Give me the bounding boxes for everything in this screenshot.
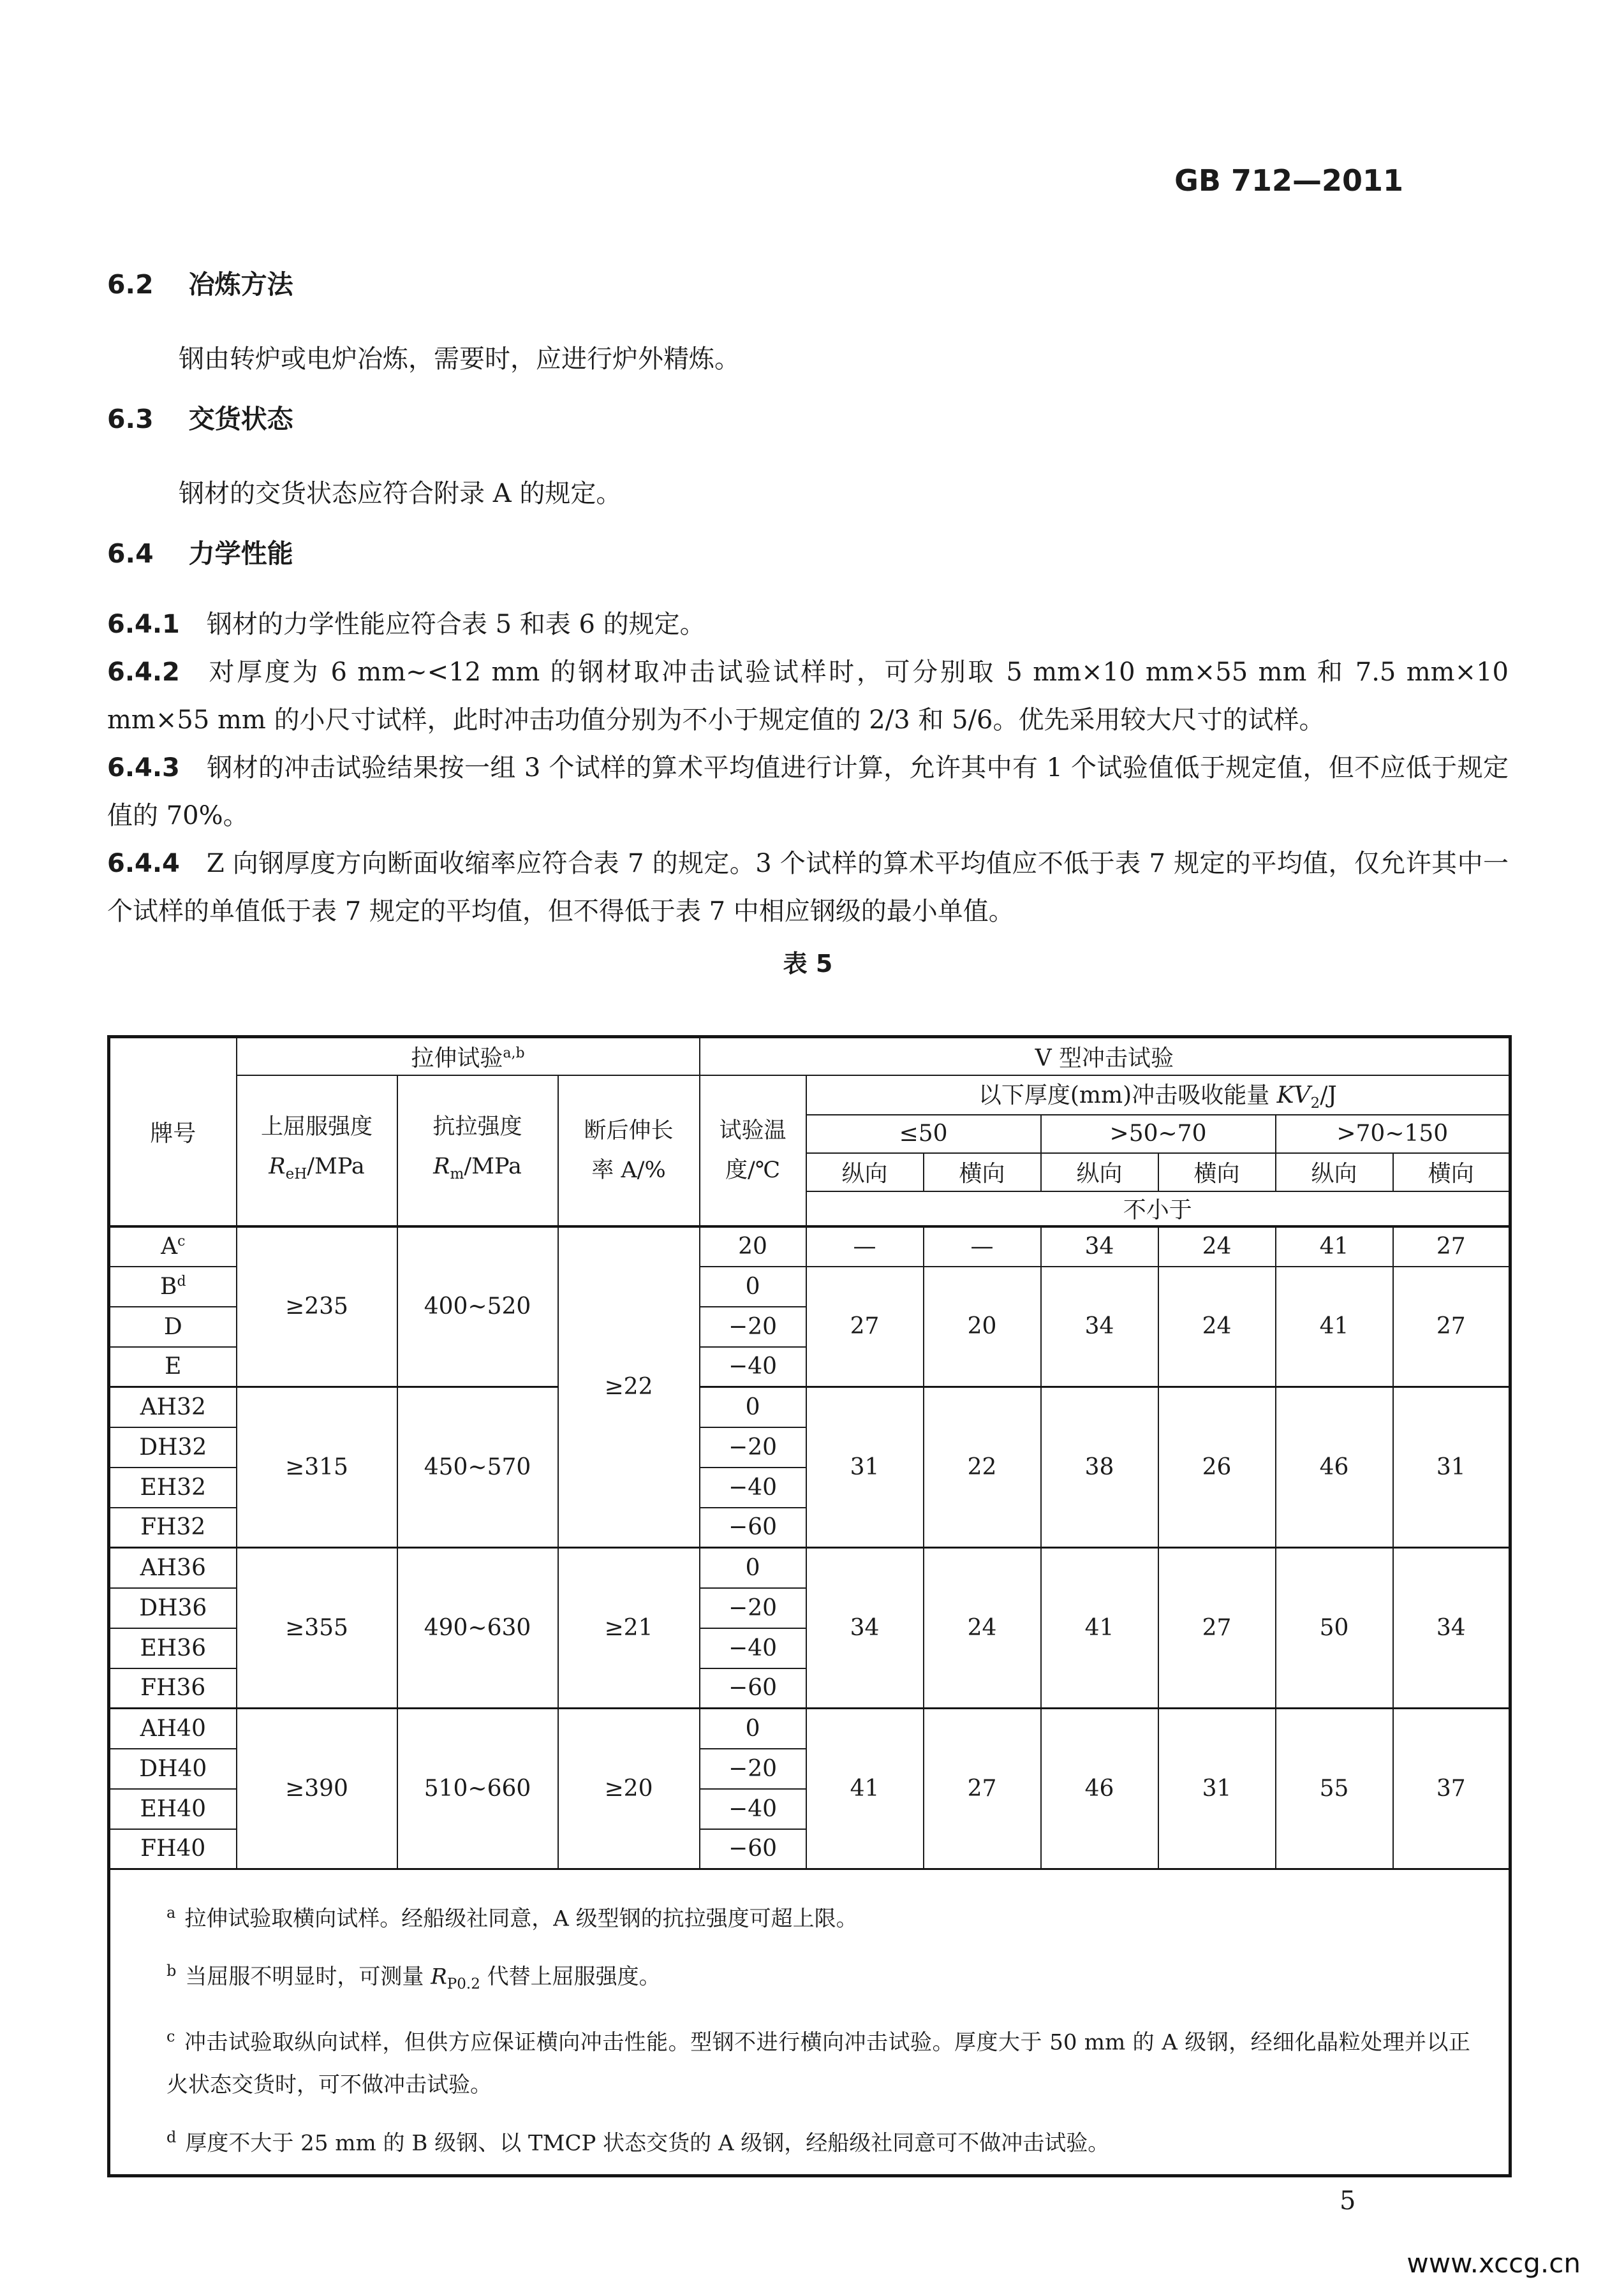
table-5 xyxy=(107,1035,1512,2177)
tensile-strength-symbol xyxy=(398,1147,558,1194)
impact-value-cell: 31 xyxy=(1393,1387,1510,1548)
footnote-text: 冲击试验取纵向试样，但供方应保证横向冲击性能。型钢不进行横向冲击试验。厚度大于 50 mm 的 A 级钢，经细化晶粒处理并以正火状态交货时，可不做冲击试验。 xyxy=(166,2029,1471,2098)
clause-number: 6.4.3 xyxy=(107,753,180,783)
elongation-cell: ≥21 xyxy=(558,1548,700,1709)
grade-footnote-mark: d xyxy=(177,1273,186,1290)
temperature-cell: 0 xyxy=(700,1267,806,1307)
impact-value-cell: 34 xyxy=(1041,1226,1158,1267)
elongation-cell: ≥22 xyxy=(558,1226,700,1548)
page-number: 5 xyxy=(1340,2186,1356,2216)
footnote-mark: a xyxy=(166,1904,176,1922)
temperature-cell: −20 xyxy=(700,1588,806,1628)
symbol-sub: m xyxy=(450,1165,464,1182)
temperature-cell: −20 xyxy=(700,1749,806,1789)
watermark: www.xccg.cn xyxy=(1407,2248,1581,2279)
yield-cell: ≥355 xyxy=(237,1548,397,1709)
unit: /MPa xyxy=(307,1153,365,1179)
table-footnotes-cell xyxy=(109,1869,1510,2176)
yield-strength-title: 上屈服强度 xyxy=(260,1114,373,1140)
footnote-mark: c xyxy=(166,2027,175,2046)
symbol-sub: eH xyxy=(285,1165,307,1182)
test-temperature-header xyxy=(700,1075,806,1226)
clause-6-4-1 xyxy=(107,601,1509,649)
thickness-range-header-1: ≤50 xyxy=(806,1115,1041,1153)
impact-value-cell: 27 xyxy=(924,1709,1041,1869)
impact-value-cell: 34 xyxy=(1393,1548,1510,1709)
temperature-cell: −40 xyxy=(700,1468,806,1508)
impact-test-group-header: V 型冲击试验 xyxy=(700,1037,1510,1075)
impact-value-cell: 27 xyxy=(1158,1548,1276,1709)
grade-cell: EH32 xyxy=(109,1468,237,1508)
impact-value-cell: 20 xyxy=(924,1267,1041,1387)
temperature-title-line1: 试验温 xyxy=(719,1117,787,1144)
direction-header-longitudinal: 纵向 xyxy=(806,1153,924,1191)
footnote-text: 厚度不大于 25 mm 的 B 级钢、以 TMCP 状态交货的 A 级钢，经船级社同意可不做冲击试验。 xyxy=(185,2130,1110,2156)
clause-text: Z 向钢厚度方向断面收缩率应符合表 7 的规定。3 个试样的算术平均值应不低于表 7 规定的平均值，仅允许其中一个试样的单值低于表 7 规定的平均值，但不得低于表 7 中相应钢级的最小单值。 xyxy=(107,849,1509,926)
temperature-cell: −40 xyxy=(700,1347,806,1387)
tensile-test-label: 拉伸试验 xyxy=(411,1045,503,1071)
temperature-cell: 0 xyxy=(700,1387,806,1427)
impact-value-cell: 24 xyxy=(924,1548,1041,1709)
grade-cell xyxy=(109,1226,237,1267)
elongation-title-line1: 断后伸长 xyxy=(584,1117,674,1144)
section-number: 6.3 xyxy=(107,404,154,434)
tensile-strength-header xyxy=(397,1075,558,1226)
section-title: 交货状态 xyxy=(188,404,293,434)
impact-value-cell: 22 xyxy=(924,1387,1041,1548)
section-heading-6-2 xyxy=(107,269,1509,300)
grade-footnote-mark: c xyxy=(177,1233,186,1249)
thickness-range-header-3: >70~150 xyxy=(1276,1115,1510,1153)
tensile-test-footnote-marks: a,b xyxy=(503,1045,525,1061)
clause-number: 6.4.2 xyxy=(107,658,180,687)
table-row-A xyxy=(109,1226,1510,1267)
footnote-a xyxy=(166,1892,1470,1939)
footnote-mark: b xyxy=(166,1962,177,1980)
impact-value-cell: 55 xyxy=(1276,1709,1393,1869)
symbol-sub: P0.2 xyxy=(447,1976,480,1993)
yield-strength-symbol xyxy=(237,1147,397,1194)
impact-value-cell: 27 xyxy=(1393,1226,1510,1267)
tensile-cell: 510~660 xyxy=(397,1709,558,1869)
tensile-cell: 490~630 xyxy=(397,1548,558,1709)
temperature-cell: −20 xyxy=(700,1427,806,1468)
grade-cell: AH40 xyxy=(109,1709,237,1749)
impact-value-cell: 24 xyxy=(1158,1267,1276,1387)
grade-cell xyxy=(109,1267,237,1307)
clause-text: 对厚度为 6 mm~<12 mm 的钢材取冲击试验试样时，可分别取 5 mm×10 mm×55 mm 和 7.5 mm×10 mm×55 mm 的小尺寸试样，此时冲击功值分别为不小于规定值的 2/3 和 5/6。优先采用较大尺寸的试样。 xyxy=(107,658,1509,735)
clause-text: 钢材的冲击试验结果按一组 3 个试样的算术平均值进行计算，允许其中有 1 个试验值低于规定值，但不应低于规定值的 70%。 xyxy=(107,753,1509,830)
grade-label: B xyxy=(159,1273,177,1300)
direction-header-longitudinal: 纵向 xyxy=(1276,1153,1393,1191)
not-less-than-header: 不小于 xyxy=(806,1191,1510,1226)
impact-value-cell: 26 xyxy=(1158,1387,1276,1548)
direction-header-transverse: 横向 xyxy=(1158,1153,1276,1191)
grade-cell: DH32 xyxy=(109,1427,237,1468)
table-row-AH40 xyxy=(109,1709,1510,1749)
temperature-cell: −40 xyxy=(700,1628,806,1668)
temperature-cell: −40 xyxy=(700,1789,806,1829)
section-heading-6-3 xyxy=(107,404,1509,434)
clause-6-4-4 xyxy=(107,840,1509,936)
footnote-c xyxy=(166,2015,1470,2105)
page-content xyxy=(107,0,1509,2177)
temperature-cell: −20 xyxy=(700,1307,806,1347)
section-6-3-body: 钢材的交货状态应符合附录 A 的规定。 xyxy=(179,479,622,508)
impact-value-cell: 31 xyxy=(1158,1709,1276,1869)
grade-cell: DH40 xyxy=(109,1749,237,1789)
section-title: 冶炼方法 xyxy=(188,269,293,300)
symbol-R: R xyxy=(269,1153,286,1179)
impact-value-cell: 37 xyxy=(1393,1709,1510,1869)
grade-cell: DH36 xyxy=(109,1588,237,1628)
impact-value-cell: 34 xyxy=(806,1548,924,1709)
clause-6-4-3 xyxy=(107,744,1509,840)
grade-cell: FH32 xyxy=(109,1508,237,1548)
section-heading-6-4 xyxy=(107,538,1509,569)
table-row-AH32 xyxy=(109,1387,1510,1427)
impact-value-cell: — xyxy=(924,1226,1041,1267)
impact-energy-header xyxy=(806,1075,1510,1115)
yield-strength-header xyxy=(237,1075,397,1226)
impact-value-cell: 24 xyxy=(1158,1226,1276,1267)
section-number: 6.4 xyxy=(107,538,154,569)
direction-header-transverse: 横向 xyxy=(924,1153,1041,1191)
grade-column-header: 牌号 xyxy=(109,1037,237,1226)
grade-cell: EH36 xyxy=(109,1628,237,1668)
temperature-cell: −60 xyxy=(700,1668,806,1709)
temperature-cell: 0 xyxy=(700,1548,806,1588)
tensile-cell: 400~520 xyxy=(397,1226,558,1387)
tensile-cell: 450~570 xyxy=(397,1387,558,1548)
temperature-cell: −60 xyxy=(700,1508,806,1548)
temperature-title-line2: 度/℃ xyxy=(725,1157,780,1183)
temperature-cell: 0 xyxy=(700,1709,806,1749)
section-6-2-body: 钢由转炉或电炉冶炼，需要时，应进行炉外精炼。 xyxy=(179,344,740,374)
impact-value-cell: 46 xyxy=(1276,1387,1393,1548)
clause-text: 钢材的力学性能应符合表 5 和表 6 的规定。 xyxy=(206,610,705,639)
impact-value-cell: 41 xyxy=(1041,1548,1158,1709)
table-footnotes-row xyxy=(109,1869,1510,2176)
grade-cell: D xyxy=(109,1307,237,1347)
footnote-d xyxy=(166,2116,1470,2164)
table-caption: 表 5 xyxy=(783,950,833,978)
grade-cell: FH36 xyxy=(109,1668,237,1709)
section-title: 力学性能 xyxy=(188,538,293,569)
elongation-header xyxy=(558,1075,700,1226)
impact-value-cell: 41 xyxy=(1276,1226,1393,1267)
clause-number: 6.4.4 xyxy=(107,849,180,878)
impact-value-cell: 50 xyxy=(1276,1548,1393,1709)
footnote-text: 代替上屈服强度。 xyxy=(480,1964,661,1990)
yield-cell: ≥390 xyxy=(237,1709,397,1869)
grade-cell: EH40 xyxy=(109,1789,237,1829)
impact-value-cell: — xyxy=(806,1226,924,1267)
symbol-sub: 2 xyxy=(1310,1095,1320,1112)
impact-value-cell: 41 xyxy=(1276,1267,1393,1387)
unit: /J xyxy=(1320,1082,1337,1109)
elongation-cell: ≥20 xyxy=(558,1709,700,1869)
impact-value-cell: 34 xyxy=(1041,1267,1158,1387)
symbol-R: R xyxy=(433,1153,450,1179)
impact-value-cell: 27 xyxy=(1393,1267,1510,1387)
unit: /MPa xyxy=(464,1153,522,1179)
symbol-R: R xyxy=(431,1964,447,1990)
section-number: 6.2 xyxy=(107,269,154,300)
grade-cell: E xyxy=(109,1347,237,1387)
grade-cell: AH36 xyxy=(109,1548,237,1588)
impact-value-cell: 46 xyxy=(1041,1709,1158,1869)
impact-value-cell: 27 xyxy=(806,1267,924,1387)
yield-cell: ≥235 xyxy=(237,1226,397,1387)
grade-cell: FH40 xyxy=(109,1829,237,1869)
grade-cell: AH32 xyxy=(109,1387,237,1427)
clause-6-4-2 xyxy=(107,649,1509,744)
impact-energy-prefix: 以下厚度(mm)冲击吸收能量 xyxy=(978,1082,1277,1109)
symbol-KV: KV xyxy=(1276,1082,1311,1109)
direction-header-transverse: 横向 xyxy=(1393,1153,1510,1191)
doc-number: GB 712—2011 xyxy=(1174,163,1403,198)
temperature-cell: −60 xyxy=(700,1829,806,1869)
footnote-mark: d xyxy=(166,2128,177,2146)
footnote-text: 当屈服不明显时，可测量 xyxy=(185,1964,431,1990)
elongation-title-line2: 率 A/% xyxy=(591,1157,666,1183)
thickness-range-header-2: >50~70 xyxy=(1041,1115,1276,1153)
footnote-b xyxy=(166,1950,1470,2005)
yield-cell: ≥315 xyxy=(237,1387,397,1548)
tensile-test-group-header xyxy=(237,1037,700,1075)
grade-label: A xyxy=(161,1233,178,1260)
temperature-cell: 20 xyxy=(700,1226,806,1267)
direction-header-longitudinal: 纵向 xyxy=(1041,1153,1158,1191)
impact-value-cell: 41 xyxy=(806,1709,924,1869)
impact-value-cell: 31 xyxy=(806,1387,924,1548)
table-row-AH36 xyxy=(109,1548,1510,1588)
footnote-text: 拉伸试验取横向试样。经船级社同意，A 级型钢的抗拉强度可超上限。 xyxy=(184,1906,858,1932)
impact-value-cell: 38 xyxy=(1041,1387,1158,1548)
clause-number: 6.4.1 xyxy=(107,610,180,639)
tensile-strength-title: 抗拉强度 xyxy=(432,1114,522,1140)
